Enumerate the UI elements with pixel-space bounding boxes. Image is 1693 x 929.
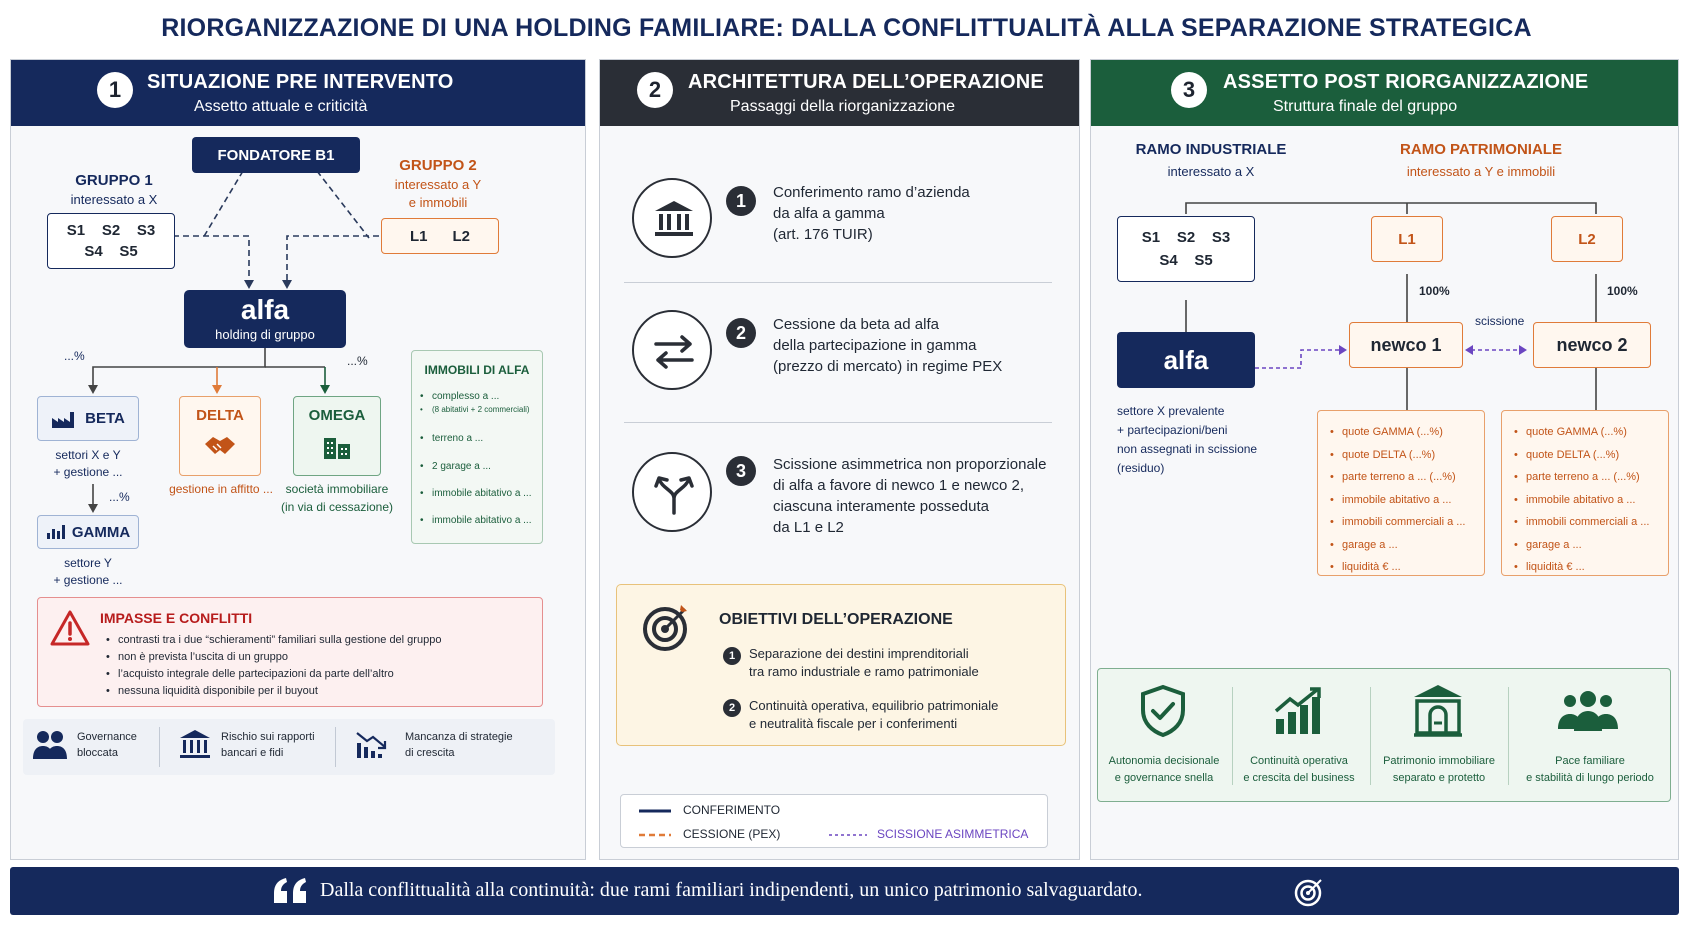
ramo-industriale-title: RAMO INDUSTRIALE [1135,141,1287,158]
target-icon [1294,877,1324,907]
warning-icon [50,610,90,646]
ramo-industriale-subtitle: interessato a X [1167,164,1255,179]
impasse-item: • nessuna liquidità disponibile per il buyout [106,683,441,700]
criticita-strategie-l2: di crescita [405,747,455,759]
impasse-item: • contrasti tra i due “schieramenti” familiari sulla gestione del gruppo [106,632,441,649]
step3-number: 3 [726,456,756,486]
objectives-card [616,584,1066,746]
bank-icon [654,200,694,238]
gruppo2-title: GRUPPO 2 [399,157,477,174]
benefits-card [1097,668,1671,802]
declining-chart-icon [355,729,387,759]
omega-box [293,396,381,476]
pct-l2-newco2: 100% [1607,284,1638,298]
step3-line1: Scissione asimmetrica non proporzionale [773,456,1047,473]
divider [159,727,160,767]
step2-line2: della partecipazione in gamma [773,337,977,354]
alfa-residua-box: alfa [1117,332,1255,388]
panel1-number: 1 [97,72,133,108]
split-arrows-icon [654,474,694,514]
panel1-criticita-bar [23,719,555,775]
newco1-asset: • immobili commerciali a ... [1330,511,1465,534]
panel2-title: ARCHITETTURA DELL’OPERAZIONE [688,71,1044,93]
beta-desc1: settori X e Y [55,448,121,462]
criticita-banche-l2: bancari e fidi [221,747,284,759]
footer-banner [10,867,1679,915]
step1-line3: (art. 176 TUIR) [773,226,873,243]
objective1-line2: tra ramo industriale e ramo patrimoniale [749,664,979,679]
family-icon [1558,691,1618,731]
immobili-item: • immobile abitativo a ... [420,488,542,515]
legend-conferimento: CONFERIMENTO [683,803,781,817]
panel-post-riorganizzazione [1090,59,1679,860]
objective2-line1: Continuità operativa, equilibrio patrimoniale [749,698,999,713]
beta-box [37,396,139,441]
step1-number: 1 [726,186,756,216]
panel2-subtitle: Passaggi della riorganizzazione [730,98,956,115]
objective2-line2: e neutralità fiscale per i conferimenti [749,716,958,731]
newco1-asset: • quote DELTA (...%) [1330,444,1465,467]
immobili-item: • 2 garage a ... [420,461,542,488]
step2-line3: (prezzo di mercato) in regime PEX [773,358,1003,375]
panel1-subtitle: Assetto attuale e criticità [194,98,368,115]
panel2-number: 2 [637,72,673,108]
omega-name: OMEGA [308,407,366,424]
gruppo1-shareholders-box [47,213,175,269]
impasse-title: IMPASSE E CONFLITTI [100,610,253,626]
gruppo2-subtitle2: e immobili [408,195,468,210]
factory-icon [51,409,77,429]
delta-desc: gestione in affitto ... [169,482,273,496]
newco2-asset: • immobile abitativo a ... [1514,489,1649,512]
benefit-autonomia-l1: Autonomia decisionale [1108,755,1220,767]
benefit-continuita-l2: e crescita del business [1243,772,1355,784]
gruppo2-subtitle1: interessato a Y [394,177,482,192]
s-row1: S1 S2 S3 [1141,229,1231,246]
growth-chart-icon [1274,687,1324,735]
gamma-desc2: + gestione ... [53,573,123,587]
beta-name: BETA [85,410,125,427]
newco2-asset: • immobili commerciali a ... [1514,511,1649,534]
ramo-patrimoniale-subtitle: interessato a Y e immobili [1406,164,1556,179]
immobili-item: • complesso a ... [420,391,542,405]
handshake-icon [203,432,237,458]
benefit-continuita-l1: Continuità operativa [1250,755,1348,767]
panel-architettura [599,59,1080,860]
page-title: RIORGANIZZAZIONE DI UNA HOLDING FAMILIARE: DALLA CONFLITTUALITÀ ALLA SEPARAZIONE STRATEGICA [161,14,1532,42]
bank-icon [179,729,211,759]
step3-icon-circle [632,452,712,532]
omega-desc1: società immobiliare [285,482,389,496]
objective2-number: 2 [723,699,741,717]
criticita-governance-l1: Governance [77,731,137,743]
alfa-desc-line: non assegnati in scissione [1117,442,1258,456]
beta-desc2: + gestione ... [53,465,123,479]
gruppo2-shareholders-box: L1 L2 [381,218,499,254]
gamma-box [37,515,139,549]
newco1-assets-list [1330,421,1465,579]
impasse-list [106,632,441,700]
newco2-asset: • quote DELTA (...%) [1514,444,1649,467]
newco2-asset: • quote GAMMA (...%) [1514,421,1649,444]
gruppo1-row2: S4 S5 [84,243,138,260]
quote-icon [272,877,308,905]
divider [1508,687,1509,785]
step3-line4: da L1 e L2 [773,519,844,536]
shareholders-s-box [1117,216,1255,282]
step1-line1: Conferimento ramo d’azienda [773,184,970,201]
benefit-autonomia-l2: e governance snella [1114,772,1214,784]
newco2-assets-list [1514,421,1649,579]
benefit-patrimonio-l2: separato e protetto [1392,772,1486,784]
alfa-name: alfa [240,294,290,325]
newco2-assets-card [1501,410,1669,576]
pct-l1-newco1: 100% [1419,284,1450,298]
immobili-item-note: • (8 abitativi + 2 commerciali) [420,405,542,433]
delta-name: DELTA [196,407,244,424]
pct-right: ...% [347,354,368,368]
alfa-desc-line: settore X prevalente [1117,404,1225,418]
benefit-patrimonio-l1: Patrimonio immobiliare [1383,755,1495,767]
criticita-strategie-l1: Mancanza di strategie [405,731,513,743]
s-row2: S4 S5 [1159,252,1213,269]
impasse-item: • l’acquisto integrale delle partecipazioni da parte dell’altro [106,666,441,683]
newco1-asset: • liquidità € ... [1330,556,1465,579]
newco1-assets-card [1317,410,1485,576]
immobili-list [420,391,542,529]
omega-desc2: (in via di cessazione) [280,500,394,514]
newco2-asset: • liquidità € ... [1514,556,1649,579]
step1-icon-circle [632,178,712,258]
alfa-desc-line: (residuo) [1117,461,1165,475]
footer-quote: Dalla conflittualità alla continuità: due rami familiari indipendenti, un unico patrimonio salvaguardato. [320,879,1143,901]
benefit-pace-l2: e stabilità di lungo periodo [1526,772,1654,784]
divider [1370,687,1371,785]
delta-box [179,396,261,476]
gamma-name: GAMMA [71,523,131,541]
alfa-subtitle: holding di gruppo [215,327,315,342]
scissione-label: scissione [1475,314,1525,328]
immobili-title: IMMOBILI DI ALFA [424,363,530,377]
target-icon [641,601,693,653]
step2-number: 2 [726,318,756,348]
people-icon [33,729,67,759]
building-icon [322,432,352,460]
newco2-asset: • parte terreno a ... (...%) [1514,466,1649,489]
legend-box [620,794,1048,848]
panel2-header [600,60,1079,126]
newco1-asset: • garage a ... [1330,534,1465,557]
step-divider [624,422,1052,423]
fondatore-box: FONDATORE B1 [192,137,360,173]
step2-line1: Cessione da beta ad alfa [773,316,939,333]
gamma-desc1: settore Y [64,556,112,570]
objective1-number: 1 [723,647,741,665]
alfa-residuo-desc [1117,402,1257,478]
shareholder-l1-box: L1 [1371,216,1443,262]
divider [1232,687,1233,785]
step1-line2: da alfa a gamma [773,205,885,222]
shield-check-icon [1140,685,1186,737]
divider [335,727,336,767]
benefit-pace-l1: Pace familiare [1555,755,1625,767]
step3-line2: di alfa a favore di newco 1 e newco 2, [773,477,1024,494]
legend-cessione: CESSIONE (PEX) [683,827,781,841]
newco1-asset: • quote GAMMA (...%) [1330,421,1465,444]
newco1-box: newco 1 [1349,322,1463,368]
immobili-item: • immobile abitativo a ... [420,515,542,529]
legend-scissione: SCISSIONE ASIMMETRICA [877,827,1029,841]
criticita-governance-l2: bloccata [77,747,118,759]
panel3-number: 3 [1171,72,1207,108]
pct-left: ...% [64,349,85,363]
immobili-alfa-card [411,350,543,544]
step3-line3: ciascuna interamente posseduta [773,498,989,515]
gruppo1-row1: S1 S2 S3 [66,222,156,239]
bar-chart-icon [46,524,66,540]
shareholder-l2-box: L2 [1551,216,1623,262]
panel-pre-intervento [10,59,586,860]
protected-building-icon [1412,683,1464,737]
impasse-card [37,597,543,707]
pct-gamma: ...% [109,490,130,504]
panel3-subtitle: Struttura finale del gruppo [1273,98,1458,115]
immobili-item: • terreno a ... [420,433,542,461]
panel3-title: ASSETTO POST RIORGANIZZAZIONE [1223,71,1589,93]
impasse-item: • non è prevista l’uscita di un gruppo [106,649,441,666]
gruppo1-subtitle: interessato a X [70,192,158,207]
objectives-title: OBIETTIVI DELL’OPERAZIONE [719,611,953,628]
newco1-asset: • parte terreno a ... (...%) [1330,466,1465,489]
step-divider [624,282,1052,283]
gruppo1-title: GRUPPO 1 [75,172,153,189]
newco2-asset: • garage a ... [1514,534,1649,557]
criticita-banche-l1: Rischio sui rapporti [221,731,315,743]
alfa-holding-box [184,290,346,348]
swap-arrows-icon [652,334,696,370]
newco2-box: newco 2 [1533,322,1651,368]
newco1-asset: • immobile abitativo a ... [1330,489,1465,512]
ramo-patrimoniale-title: RAMO PATRIMONIALE [1400,141,1562,158]
objective1-line1: Separazione dei destini imprenditoriali [749,646,969,661]
step2-icon-circle [632,310,712,390]
panel1-title: SITUAZIONE PRE INTERVENTO [147,71,454,93]
alfa-desc-line: + partecipazioni/beni [1117,423,1228,437]
